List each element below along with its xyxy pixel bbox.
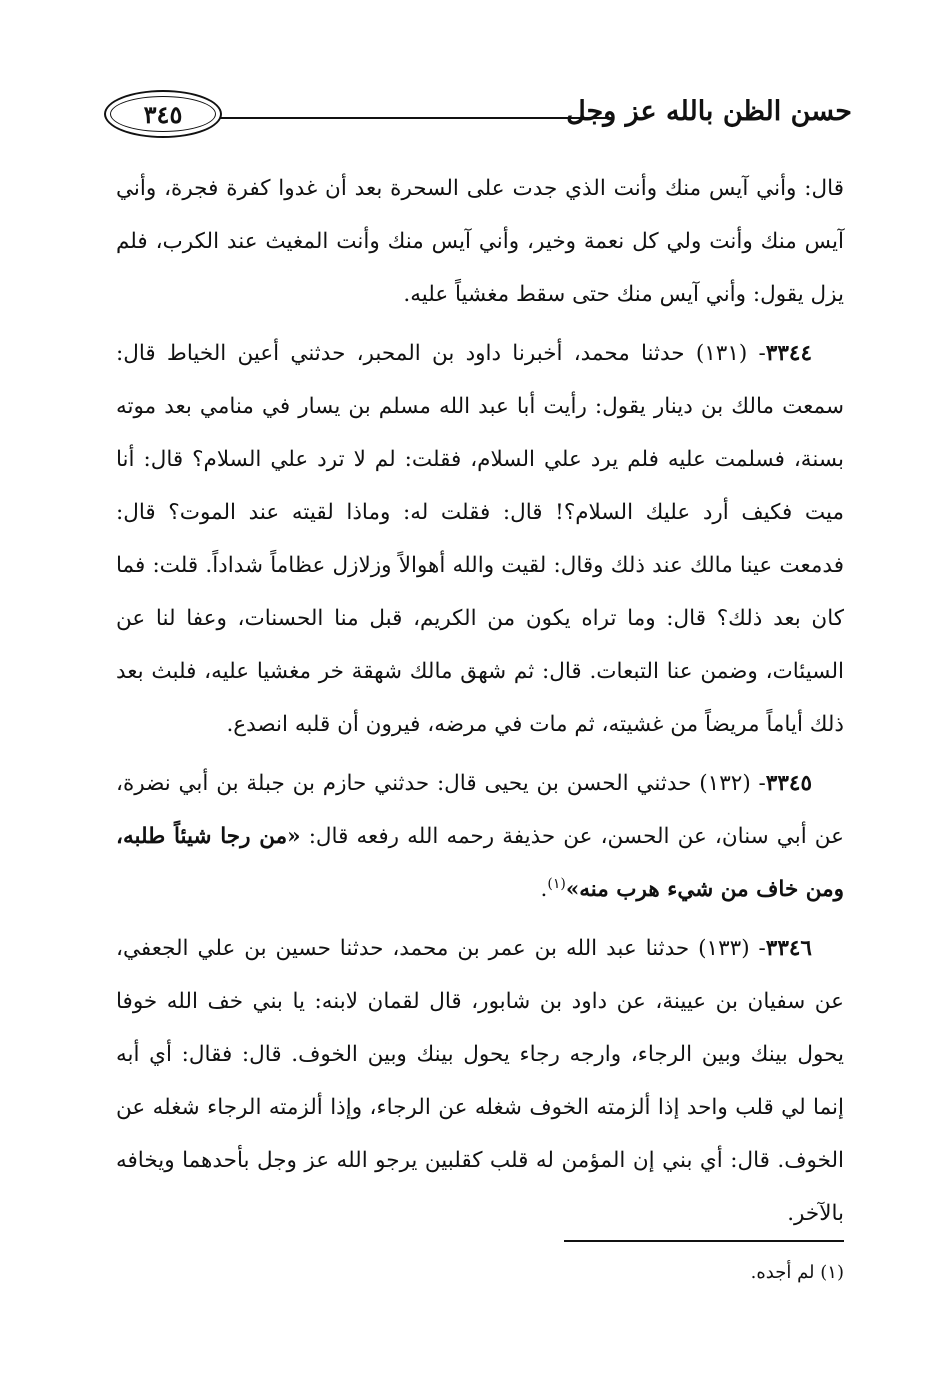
footnote-reference[interactable]: (١) [547,875,566,892]
hadith-3346 [116,922,844,1240]
page-number-frame [104,90,222,138]
hadith-text: - (١٣٢) حدثني الحسن بن يحيى قال: حدثني حازم بن جبلة بن أبي نضرة، عن أبي سنان، عن الحسن، عن حذيفة رحمه الله رفعه قال: [116,771,844,849]
page-number: ٣٤٥ [143,100,183,129]
hadith-number: ٣٣٤٦ [765,936,812,961]
hadith-3344 [116,327,844,751]
page-header [100,88,852,144]
paragraph-continuation [116,162,844,321]
main-text [116,162,844,1246]
footnote-separator [564,1240,844,1242]
paragraph-text: قال: وأني آيس منك وأنت الذي جدت على السحرة بعد أن غدوا كفرة فجرة، وأني آيس منك وأنت ولي كل نعمة وخير، وأني آيس منك وأنت المغيث عند الكرب، فلم يزل يقول: وأني آيس منك حتى سقط مغشياً عليه. [116,176,844,307]
hadith-text: - (١٣٣) حدثنا عبد الله بن عمر بن محمد، حدثنا حسين بن علي الجعفي، عن سفيان بن عيينة، عن داود بن شابور، قال لقمان لابنه: يا بني خف الله خوفا يحول بينك وبين الرجاء، وارجه رجاء يحول بينك وبين الخوف. قال: فقال: أي أبه إنما لي قلب واحد إذا ألزمته الخوف شغله عن الرجاء، وإذا ألزمته الرجاء شغله عن الخوف. قال: أي بني إن المؤمن له قلب كقلبين يرجو الله عز وجل بأحدهما ويخافه بالآخر. [116,936,844,1226]
hadith-text: - (١٣١) حدثنا محمد، أخبرنا داود بن المحبر، حدثني أعين الخياط قال: سمعت مالك بن دينار يقول: رأيت أبا عبد الله مسلم بن يسار في منامي بعد موته بسنة، فسلمت عليه فلم يرد علي السلام، فقلت: لم لا ترد علي السلام؟ قال: أنا ميت فكيف أرد عليك السلام؟! قال: فقلت له: وماذا لقيته عند الموت؟ قال: فدمعت عينا مالك عند ذلك وقال: لقيت والله أهوالاً وزلازل عظاماً شداداً. قلت: فما كان بعد ذلك؟ قال: وما تراه يكون من الكريم، قبل منا الحسنات، وعفا لنا عن السيئات، وضمن عنا التبعات. قال: ثم شهق مالك شهقة خر مغشيا عليه، فلبث بعد ذلك أياماً مريضاً من غشيته، ثم مات في مرضه، فيرون أن قلبه انصدع. [116,341,844,737]
hadith-number: ٣٣٤٥ [765,771,812,796]
hadith-3345 [116,757,844,916]
footnote: (١) لم أجده. [750,1262,844,1283]
hadith-end: . [540,877,548,902]
running-title: حسن الظن بالله عز وجل [566,96,852,127]
hadith-number: ٣٣٤٤ [765,341,812,366]
hadith-quote: «من رجا شيئاً طلبه، ومن خاف من شيء هرب منه» [116,824,844,902]
header-rule [220,117,614,119]
